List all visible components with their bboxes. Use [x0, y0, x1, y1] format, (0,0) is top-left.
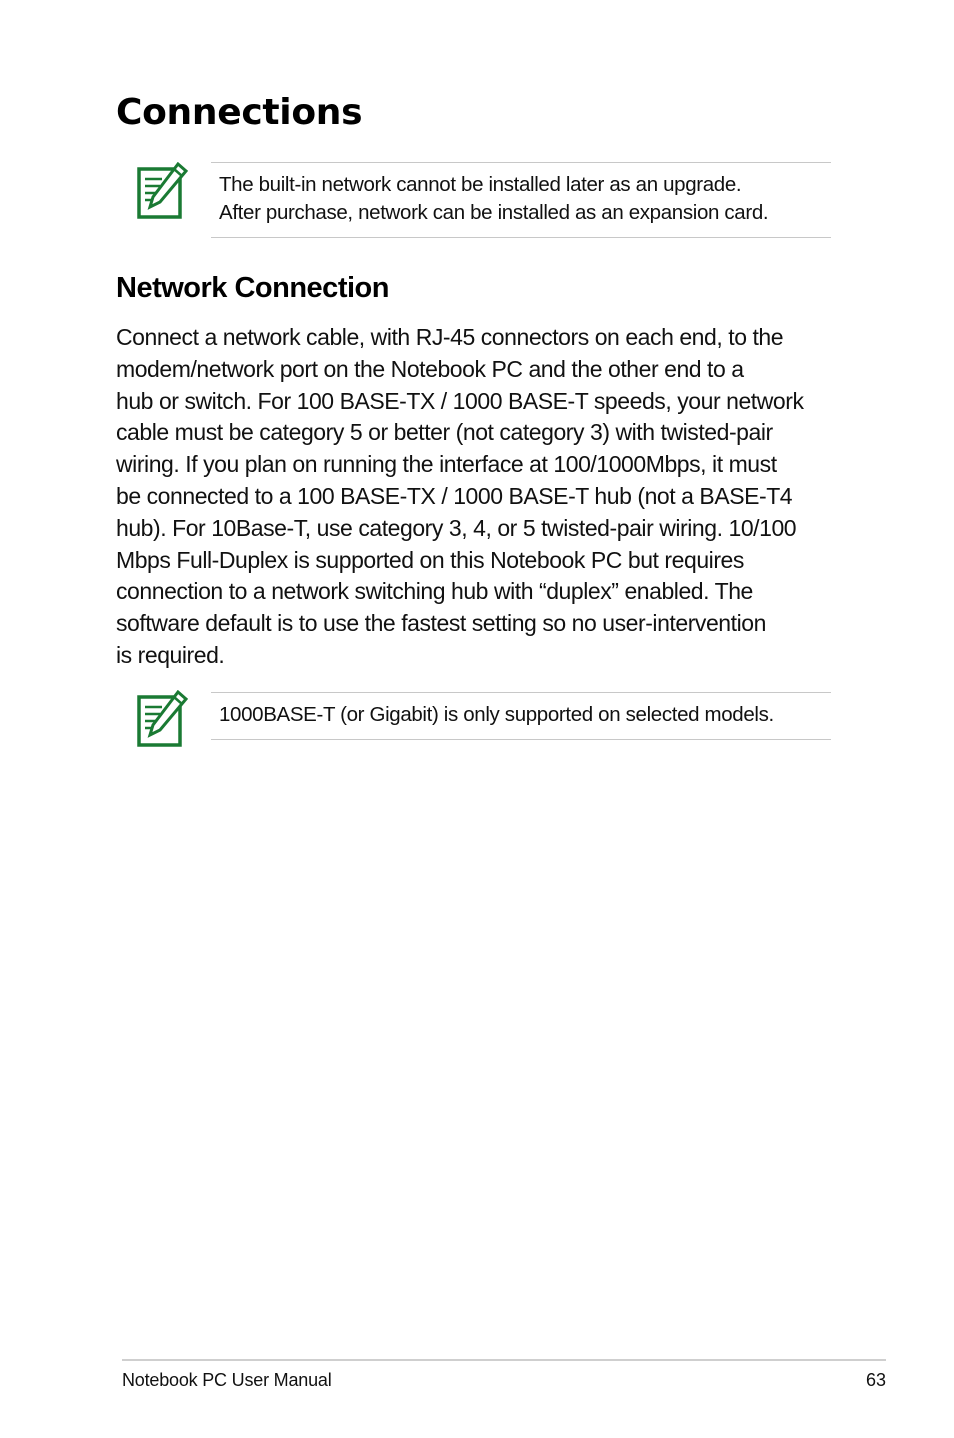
paragraph-line: wiring. If you plan on running the interface at 100/1000Mbps, it must: [116, 451, 777, 478]
note-box: [211, 162, 831, 238]
note-text-line: 1000BASE-T (or Gigabit) is only supported on selected models.: [219, 703, 774, 726]
paragraph-line: cable must be category 5 or better (not category 3) with twisted-pair: [116, 419, 773, 446]
paragraph-line: software default is to use the fastest setting so no user-intervention: [116, 610, 766, 637]
paragraph-line: Connect a network cable, with RJ-45 connectors on each end, to the: [116, 324, 784, 350]
note-box: [211, 692, 831, 740]
note-upgrade: [116, 162, 831, 238]
section-heading: Network Connection: [116, 272, 389, 304]
paragraph-line: be connected to a 100 BASE-TX / 1000 BASE-T hub (not a BASE-T4: [116, 482, 793, 509]
note-pencil-icon: [136, 162, 188, 222]
paragraph-line: modem/network port on the Notebook PC and the other end to a: [116, 355, 744, 382]
body-paragraph: [116, 322, 836, 672]
paragraph-line: hub). For 10Base-T, use category 3, 4, or 5 twisted-pair wiring. 10/100: [116, 514, 797, 541]
page-number: 63: [865, 1370, 886, 1390]
paragraph-line: connection to a network switching hub with “duplex” enabled. The: [116, 578, 753, 605]
paragraph-line: hub or switch. For 100 BASE-TX / 1000 BASE-T speeds, your network: [116, 387, 804, 414]
page-title: Connections: [116, 92, 363, 133]
footer-manual-name: Notebook PC User Manual: [122, 1370, 332, 1390]
footer-divider: [122, 1359, 886, 1361]
note-text-line: The built-in network cannot be installed later as an upgrade.: [219, 173, 742, 196]
note-gigabit: [116, 690, 831, 740]
paragraph-line: Mbps Full-Duplex is supported on this Notebook PC but requires: [116, 546, 744, 573]
paragraph-line: is required.: [116, 641, 225, 668]
note-pencil-icon: [136, 690, 188, 750]
note-text-line: After purchase, network can be installed as an expansion card.: [219, 201, 769, 224]
